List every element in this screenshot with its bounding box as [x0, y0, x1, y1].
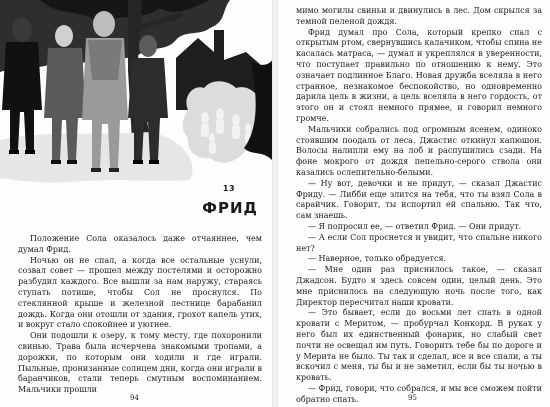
paragraph: Положение Сола оказалось даже отчаяннее, чем думал Фрид.: [18, 234, 262, 254]
chapter-illustration: [0, 0, 272, 200]
right-page: [278, 0, 550, 407]
paragraph: — Я попросил ее, — ответил Фрид. — Они придут.: [308, 221, 522, 231]
paragraph: мимо могилы свиньи и двинулись в лес. Дом скрылся за темной пеленой дождя.: [296, 6, 542, 26]
paragraph: — Ну вот, девочки и не придут, — сказал Джастис Фриду. — Либби еще злится на тебя, что ты взял Сола в сарайчик. Говорит, ты испортил ей спальню. Так что, сам знаешь.: [296, 178, 542, 221]
left-page-text: [18, 234, 262, 396]
paragraph: — Это бывает, если до восьми лет спать в одной кровати с Меритом, — пробурчал Конкорд. В руках у него был их единственный фонарик, но слабый свет почти не освещал им путь. Говорить тебе бы по дороге и у Мерита не было. Ты так и сделал, все и все спали, а ты вскочил с меня, ты бы и не заметил, если бы ты ночью в кровать.: [296, 308, 542, 383]
paragraph: Фрид думал про Сола, который крепко спал с открытым ртом, свернувшись калачиком, чтобы спина не касалась матраса, — думал и укреплялся в уверенности, что поступает правильно по отношению к нему. Это означает подлинное Благо. Новая дружба вселяла в него странное, незнакомое беспокойство, но одновременно дарила цель в жизни, а цель вселяла в него гордость, от этого он и стоял немного прямее, и говорил немного громче.: [296, 27, 542, 123]
paragraph: Они подошли к озеру, к тому месту, где похоронили свинью. Трава была исчерчена знакомыми тропами, а дорожки, по которым они ходили и где играли. Пыльные, пронизанные солнцем дни, когда они играли в баранчиков, стали теперь смутным воспоминанием. Мальчики прошли: [18, 331, 262, 395]
paragraph: — Мне один раз приснилось такое, — сказал Джадсон. Будто я здесь совсем один, целый день. Это мне приснилось на следующую ночь после того, как Директор пересчитал наши кровати.: [296, 265, 542, 307]
paragraph: — А если Сол проснется и увидит, что спальне никого нет?: [296, 232, 542, 253]
chapter-number: 13: [222, 184, 236, 193]
left-page: [0, 0, 272, 407]
paragraph: Ночью он не спал, а когда все остальные уснули, созвал совет — прошел между постелями и осторожно разбудил каждого. Все вышли за нам наружу, стараясь ступать потише, чтобы Сол не проснулся. По стеклянной крыше и железной лестнице барабанил дождь. Когда они отошли от здания, грохот капель утих, и вокруг стало спокойнее и уютнее.: [18, 255, 262, 330]
paragraph: Мальчики собрались под огромным ясенем, одиноко стоявшим поодаль от леса. Джастис откинул капюшон. Волосы налипли ему на лоб и распушились сзади. На фоне мокрого от дождя пепельно-серого ствола они казались ослепительно-белыми.: [296, 124, 542, 177]
page-number-left: 94: [130, 394, 139, 402]
page-number-right: 95: [408, 394, 417, 402]
chapter-title: ФРИД: [202, 199, 258, 217]
paragraph: — Наверное, только обрадуется.: [308, 254, 447, 264]
paragraph: — Фрид, говори, что собрался, и мы все сможем пойти обратно спать.: [296, 383, 542, 404]
right-page-text: [296, 6, 542, 405]
